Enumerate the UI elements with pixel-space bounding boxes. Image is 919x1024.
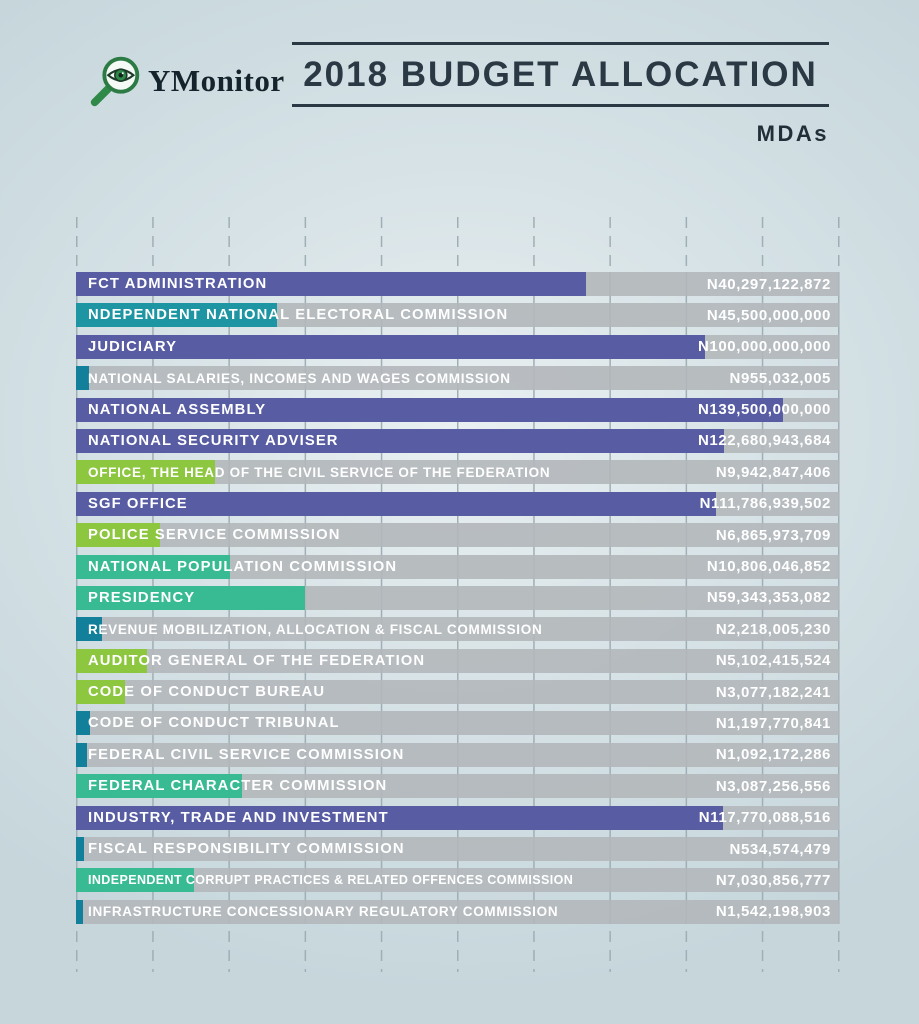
- chart-row: [76, 711, 839, 735]
- bar-value: N7,030,856,777: [715, 871, 831, 889]
- title-rule-bottom: [292, 104, 829, 107]
- chart-row: [76, 649, 839, 673]
- chart-row: [76, 398, 839, 422]
- bar-label: FEDERAL CIVIL SERVICE COMMISSION: [88, 746, 405, 763]
- logo: [84, 50, 285, 112]
- bar-value: N534,574,479: [729, 840, 831, 858]
- bar-label: PRESIDENCY: [88, 589, 196, 606]
- bar-label: NATIONAL ASSEMBLY: [88, 401, 267, 418]
- bar-value: N117,770,088,516: [698, 809, 831, 827]
- bar-value: N3,077,182,241: [715, 683, 831, 701]
- bar-label: INDUSTRY, TRADE AND INVESTMENT: [88, 809, 389, 826]
- logo-text: YMonitor: [148, 63, 285, 98]
- bar-label: FCT ADMINISTRATION: [88, 276, 268, 292]
- chart-row: [76, 774, 839, 798]
- page-title: 2018 BUDGET ALLOCATION: [303, 55, 818, 94]
- chart-row: [76, 335, 839, 359]
- budget-bar-chart: [76, 215, 839, 973]
- bar-value: N1,542,198,903: [715, 903, 831, 921]
- bar-fill: [76, 837, 84, 861]
- bar-label: OFFICE, THE HEAD OF THE CIVIL SERVICE OF THE FEDERATION: [88, 464, 551, 480]
- bar-fill: [76, 743, 87, 767]
- bar-value: N1,092,172,286: [715, 746, 831, 764]
- bar-value: N3,087,256,556: [715, 777, 831, 795]
- chart-row: [76, 806, 839, 830]
- bar-label: CODE OF CONDUCT TRIBUNAL: [88, 715, 340, 732]
- chart-row: [76, 586, 839, 610]
- bar-value: N9,942,847,406: [715, 463, 831, 481]
- magnifier-eye-icon: [84, 50, 146, 112]
- bar-label: CODE OF CONDUCT BUREAU: [88, 684, 326, 701]
- chart-row: [76, 303, 839, 327]
- bar-label: NATIONAL SALARIES, INCOMES AND WAGES COMMISSION: [88, 370, 511, 386]
- chart-row: [76, 837, 839, 861]
- bar-label: NATIONAL SECURITY ADVISER: [88, 432, 339, 449]
- bar-value: N10,806,046,852: [706, 558, 831, 576]
- bar-label: AUDITOR GENERAL OF THE FEDERATION: [88, 652, 426, 669]
- bar-label: JUDICIARY: [88, 338, 178, 355]
- bar-label: FISCAL RESPONSIBILITY COMMISSION: [88, 841, 405, 858]
- chart-row: [76, 366, 839, 390]
- chart-row: [76, 460, 839, 484]
- bar-label: NDEPENDENT NATIONAL ELECTORAL COMMISSION: [88, 307, 509, 324]
- bar-value: N122,680,943,684: [697, 432, 831, 450]
- bar-value: N5,102,415,524: [715, 652, 831, 670]
- chart-row: [76, 429, 839, 453]
- chart-row: [76, 743, 839, 767]
- chart-row: [76, 680, 839, 704]
- bar-value: N6,865,973,709: [715, 526, 831, 544]
- chart-rows: [76, 272, 839, 931]
- chart-row: [76, 617, 839, 641]
- bar-label: INFRASTRUCTURE CONCESSIONARY REGULATORY COMMISSION: [88, 904, 559, 920]
- bar-value: N955,032,005: [729, 369, 831, 387]
- bar-value: N59,343,353,082: [706, 589, 831, 607]
- chart-subtitle: MDAs: [756, 121, 829, 146]
- chart-row: [76, 523, 839, 547]
- title-block: [292, 42, 829, 147]
- chart-row: [76, 868, 839, 892]
- chart-row: [76, 900, 839, 924]
- bar-fill: [76, 900, 83, 924]
- bar-value: N2,218,005,230: [715, 620, 831, 638]
- bar-label: SGF OFFICE: [88, 495, 188, 512]
- bar-value: N111,786,939,502: [699, 495, 831, 513]
- bar-label: FEDERAL CHARACTER COMMISSION: [88, 778, 388, 795]
- chart-row: [76, 272, 839, 296]
- bar-label: INDEPENDENT CORRUPT PRACTICES & RELATED OFFENCES COMMISSION: [88, 873, 574, 888]
- bar-value: N1,197,770,841: [715, 714, 831, 732]
- bar-label: POLICE SERVICE COMMISSION: [88, 527, 341, 544]
- bar-value: N139,500,000,000: [697, 401, 831, 419]
- chart-row: [76, 492, 839, 516]
- bar-label: REVENUE MOBILIZATION, ALLOCATION & FISCAL COMMISSION: [88, 621, 543, 637]
- bar-label: NATIONAL POPULATION COMMISSION: [88, 558, 398, 575]
- bar-value: N40,297,122,872: [706, 275, 831, 293]
- bar-value: N45,500,000,000: [706, 306, 831, 324]
- chart-row: [76, 555, 839, 579]
- bar-value: N100,000,000,000: [697, 338, 831, 356]
